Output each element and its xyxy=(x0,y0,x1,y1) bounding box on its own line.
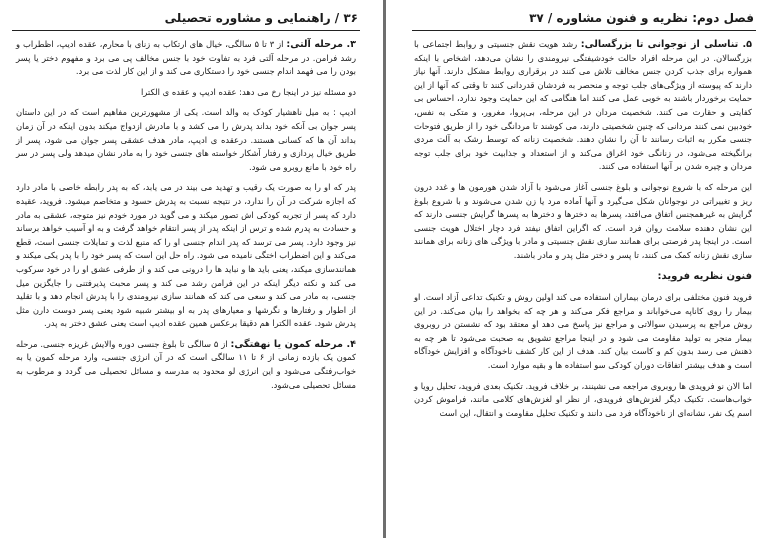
paragraph-text: رشد هویت نقش جنسیتی و روابط اجتماعی با بزرگسالان. در این مرحله افراد حالت خودشیفتگی نیرومندی را نشان می‌دهد، اشخاص با اینکه همواره برای جذب کردن جنس مخالف تلاش می کنند در برقراری روابط مشکل دارند. آنها نیاز دارند که پیوسته از ویژگی‌های جلب توجه و منحصر به فردشان قدردانی کنند تا وقتی که آنها از این حمایت برخوردار باشند به خوبی عمل می کنند اما هنگامی که این حمایت وجود ندارد، احساس بی کفایتی و حقارت می کنند. شخصیت مردان در این مرحله، بی‌پروا، مغرور، و متکی به نفس، خودبین نمی کنند مردانی که چنین شخصیتی دارند، می کوشند تا مردانگی خود را از طریق فتوحات جنسی مکرر به اثبات رسانند تا آن را نشان دهند. شخصیت زنانه که توسط رشک به آلت مردی برانگیخته می‌شود، در زنانگی خود اغراق می‌کند و از استعداد و جذابیت خود برای جلب توجه مردان و چیره شدن بر آنها استفاده می کنند. xyxy=(414,39,752,172)
left-page-body xyxy=(16,38,356,538)
paragraph-text: فروید فنون مختلفی برای درمان بیماران استفاده می کند اولین روش و تکنیک تداعی آزاد است. او بیمار را روی کاناپه می‌خواباند و مراجع فکر می‌کند و هر چه که بخواهد را بیان می‌کند. در این روش مراجع به پرسیدن سوالاتی و مراجع نیز پاسخ می دهد او معتقد بود که نشستن در روبروی بیمار منجر به تولید مقاومت می شود و در اینجا مراجع تشویق به صحبت می‌شود تا هر چه به ذهنش می رسد بدون کم و کاست بیان کند. هدف از این کار کشف ناخودآگاه و افزایش خودآگاه است و هدف بیشتر اتفاقات دوران کودکی سو استفاده ها و بقیه موارد است. xyxy=(414,292,752,371)
paragraph-text: از ۵ سالگی تا بلوغ جنسی دوره والایش غریزه جنسی. مرحله کمون یک بازده زمانی از ۶ تا ۱۱ سالگی است که در آن انرژی جنسی، وارد مرحله کمون یا به خواب‌رفتگی می‌شود و این انرژی لو محدود به مدرسه و مسائل تحصیلی می گردد و مرطوب به مسائل تحصیلی می‌شود. xyxy=(16,338,356,390)
left-header-rule xyxy=(12,30,360,31)
paragraph xyxy=(16,86,356,100)
paragraph xyxy=(16,38,356,79)
section-heading: ۳. مرحله آلتی: xyxy=(286,39,356,50)
paragraph-text: ادیپ : به میل ناهشیار کودک به والد است. یکی از مشهورترین مفاهیم است که در این داستان پسر جوان بی آنکه خود بداند پدرش را می کشد و با مادرش ازدواج میکند بدون اینکه در آن زمان بداند آن ها که کسانی هستند. درعقده ی ادیپ، مادر هدف عشقی پسر جوان می شود، پسر از طریق خیال پردازی و رفتار آشکار خواسته های جنسی خود را به مادر نشان میدهد ولی پسر در سر راه خود با مانع روبرو می شود. xyxy=(16,107,356,172)
left-page-header: ۳۶ / راهنمایی و مشاوره تحصیلی xyxy=(164,11,358,25)
paragraph xyxy=(16,338,356,392)
paragraph xyxy=(16,106,356,174)
right-page-header: فصل دوم: نظریه و فنون مشاوره / ۳۷ xyxy=(529,11,754,25)
paragraph-text: اما الان نو فرویدی ها روبروی مراجعه می نشینند، بر خلاف فروید. تکنیک بعدی فروید، تحلیل رویا و خواب‌هاست. تکنیک دیگر لغزش‌های فرویدی، از نظر او لغزش‌های کلامی مانند، فراموش کردن اسم یک نفر، نشانه‌ای از ناخودآگاه فرد می دانند و تکنیک تحلیل مقاومت و انتقال، این است xyxy=(414,380,752,418)
paragraph-text: دو مسئله نیز در اینجا رخ می دهد: عقده ادیپ و عقده ی الکترا xyxy=(140,86,356,97)
paragraph xyxy=(414,380,752,421)
paragraph-text: این مرحله که با شروع نوجوانی و بلوغ جنسی آغاز می‌شود با آزاد شدن هورمون ها و غدد درون ریز و تغییراتی در نوجوانان شکل می‌گیرد و آنها آماده مرد یا زن شدن می‌شوند و با شروع بلوغ گرایش به غیرهمجنس اتفاق می‌افتد، پسرها به دخترها و دخترها به پسرها گرایش جنسی دارند که این نشان دهنده سلامت روان فرد است. که اگراین اتفاق نیفتد فرد دچار اختلال هویت جنسی است. در اینجا پدر فرصتی برای همانند سازی نقش جنسیتی و مادر با ویژگی های زنانه برای همانند سازی نقش زنانه کمک می کنند، تا پسر و دختر مثل پدر و مادر باشند. xyxy=(414,181,752,260)
section-heading: ۴. مرحله کمون یا نهفتگی: xyxy=(230,338,356,350)
right-header-rule xyxy=(412,30,756,31)
right-page-body xyxy=(414,38,752,538)
section-heading: ۵. تناسلی از نوجوانی تا بزرگسالی: xyxy=(580,39,752,50)
paragraph xyxy=(414,291,752,373)
paragraph xyxy=(414,181,752,263)
right-page xyxy=(386,0,768,538)
paragraph xyxy=(16,181,356,331)
paragraph xyxy=(414,38,752,174)
paragraph-text: از ۳ تا ۵ سالگی، خیال های ارتکاب به زنای با محارم، عقده ادیپ، اظطراب و رشد فرامن. در مرحله آلتی فرد به تفاوت خود با جنس مخالف پی می برد و مفهوم دختر یا پسر بودن را می فهمد اندام جنسی خود را دستکاری می کند و از این کار لذت می برد. xyxy=(16,39,356,77)
subsection-heading: فنون نظریه فروید: xyxy=(657,270,752,282)
paragraph-text: پدر که او را به صورت یک رقیب و تهدید می بیند در می یابد، که به پدر رابطه خاصی با مادر دارد که اجازه شرکت در آن را ندارد، در نتیجه نسبت به پدرش حسود و متخاصم میشود. فروید، عقیده دارد که پسر از تجربه کودکی اش تصور میکند و می گوید در مورد خودم نیز متوجه، عشقی به مادر و حسادت به پدرم شده و ترس از اینکه پدر از پسر انتقام خواهد گرفت و به او آسیب خواهد برساند نیز وجود دارد. پسر می ترسد که پدر اندام جنسی او را که منبع لذت و تمایلات جنسی است، قطع می‌کند و این اضطراب اختگی نامیده می شود. راه حل این است که پسر خود را با پدر یکی میکند و همانندسازی میکند، یعنی باید ها و نباید ها را درونی می کند و از طرفی عشق او را در خود سرکوب می کند و نکته دیگر اینکه در این فرامن رشد می کند و پسر محبت پذیرفتنی را جایگزین میل جنسی، به مادر می کند و سعی می کند که همانند سازی نیرومندی را با پدرش انجام دهد و با تقلید از اطوار و رفتارها و نگرشها و معیارهای پدر به او بیشتر شبیه شود یعنی پسر دوست دارن مثل پدرش شود. عقده الکترا هم دقیقا برعکس همین عقده ادیپ است یعنی عشق دختر به پدر. xyxy=(16,182,356,329)
